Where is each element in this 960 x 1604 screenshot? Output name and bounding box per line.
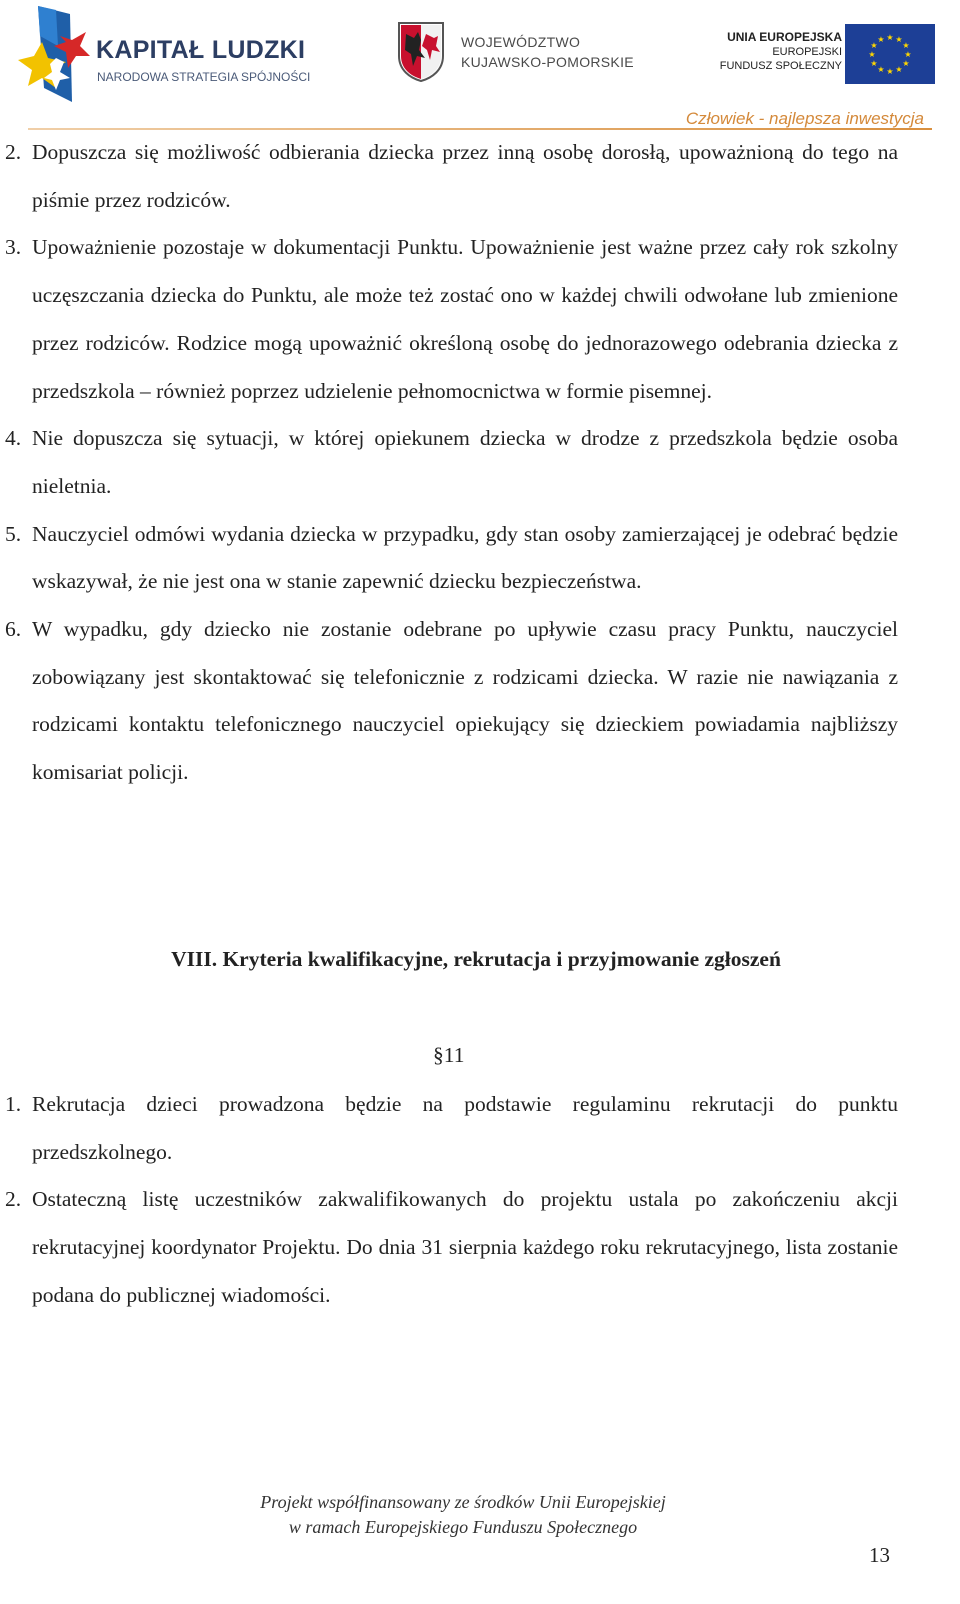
item-text: Nie dopuszcza się sytuacji, w której opiekunem dziecka w drodze z przedszkola będzie osoba nieletnia.	[32, 426, 898, 498]
paragraph-list-bottom	[5, 1081, 898, 1320]
item-number: 4.	[5, 426, 22, 451]
item-text: Upoważnienie pozostaje w dokumentacji Punktu. Upoważnienie jest ważne przez cały rok szkolny uczęszczania dziecka do Punktu, ale może też zostać ono w każdej chwili odwołane lub zmienione przez rodziców. Rodzice mogą upoważnić określoną osobę do jednorazowego odebrania dziecka z przedszkola – również poprzez udzielenie pełnomocnictwa w formie pisemnej.	[32, 235, 898, 403]
section-mark: §11	[433, 1043, 465, 1067]
kapital-ludzki-logo	[16, 6, 316, 102]
item-number: 6.	[5, 617, 22, 642]
footer-line1: Projekt współfinansowany ze środków Unii Europejskiej	[260, 1492, 666, 1512]
svg-text:★: ★	[877, 35, 885, 44]
item-text: Ostateczną listę uczestników zakwalifikowanych do projektu ustala po zakończeniu akcji rekrutacyjnej koordynator Projektu. Do dnia 31 sierpnia każdego roku rekrutacyjnego, lista zostanie podana do publicznej wiadomości.	[32, 1187, 898, 1307]
list-item	[5, 1176, 898, 1319]
kapital-ludzki-star-icon	[16, 6, 94, 102]
eu-line2: EUROPEJSKI	[772, 46, 842, 58]
svg-text:★: ★	[886, 67, 894, 76]
list-item	[5, 415, 898, 510]
page-header	[0, 0, 960, 136]
list-item	[5, 129, 898, 224]
eu-flag-icon	[845, 24, 935, 84]
region-crest-icon	[396, 20, 446, 82]
list-item	[5, 224, 898, 415]
svg-text:★: ★	[877, 65, 885, 74]
svg-text:★: ★	[902, 59, 910, 68]
region-logo	[396, 20, 656, 90]
item-text: W wypadku, gdy dziecko nie zostanie odebrane po upływie czasu pracy Punktu, nauczyciel zobowiązany jest skontaktować się telefonicznie z rodzicami dziecka. W razie nie nawiązania z rodzicami kontaktu telefonicznego nauczyciel opiekujący się dzieckiem powiadamia najbliższy komisariat policji.	[32, 617, 898, 785]
page-footer	[0, 1490, 960, 1540]
svg-text:★: ★	[895, 65, 903, 74]
eu-line3: FUNDUSZ SPOŁECZNY	[719, 60, 842, 72]
item-number: 2.	[5, 140, 22, 164]
region-line2: KUJAWSKO-POMORSKIE	[461, 54, 634, 70]
chapter-heading-text: VIII. Kryteria kwalifikacyjne, rekrutacja i przyjmowanie zgłoszeń	[171, 947, 781, 971]
list-item	[5, 511, 898, 606]
list-item	[5, 606, 898, 797]
list-item	[5, 1081, 898, 1176]
svg-text:★: ★	[868, 50, 876, 59]
svg-text:★: ★	[895, 35, 903, 44]
item-number: 2.	[5, 1187, 22, 1212]
footer-line2: w ramach Europejskiego Funduszu Społecznego	[288, 1517, 638, 1537]
eu-logo	[700, 20, 950, 90]
kapital-ludzki-subtitle: NARODOWA STRATEGIA SPÓJNOŚCI	[97, 70, 311, 84]
chapter-heading	[0, 938, 960, 980]
item-text: Dopuszcza się możliwość odbierania dziecka przez inną osobę dorosłą, upoważnioną do tego na piśmie przez rodziców.	[32, 140, 898, 212]
item-text: Rekrutacja dzieci prowadzona będzie na podstawie regulaminu rekrutacji do punktu przedszkolnego.	[32, 1092, 898, 1164]
svg-text:★: ★	[870, 59, 878, 68]
svg-text:★: ★	[904, 50, 912, 59]
svg-text:★: ★	[902, 41, 910, 50]
region-line1: WOJEWÓDZTWO	[461, 34, 581, 50]
item-number: 1.	[5, 1092, 22, 1116]
kapital-ludzki-title: KAPITAŁ LUDZKI	[96, 36, 306, 64]
page-number: 13	[869, 1543, 890, 1567]
item-number: 3.	[5, 235, 22, 260]
svg-text:★: ★	[886, 33, 894, 42]
item-number: 5.	[5, 521, 22, 546]
eu-line1: UNIA EUROPEJSKA	[727, 30, 842, 44]
slogan: Człowiek - najlepsza inwestycja	[685, 109, 924, 128]
svg-text:★: ★	[870, 41, 878, 50]
paragraph-list-top	[5, 129, 898, 797]
item-text: Nauczyciel odmówi wydania dziecka w przypadku, gdy stan osoby zamierzającej je odebrać będzie wskazywał, że nie jest ona w stanie zapewnić dziecku bezpieczeństwa.	[32, 521, 898, 594]
